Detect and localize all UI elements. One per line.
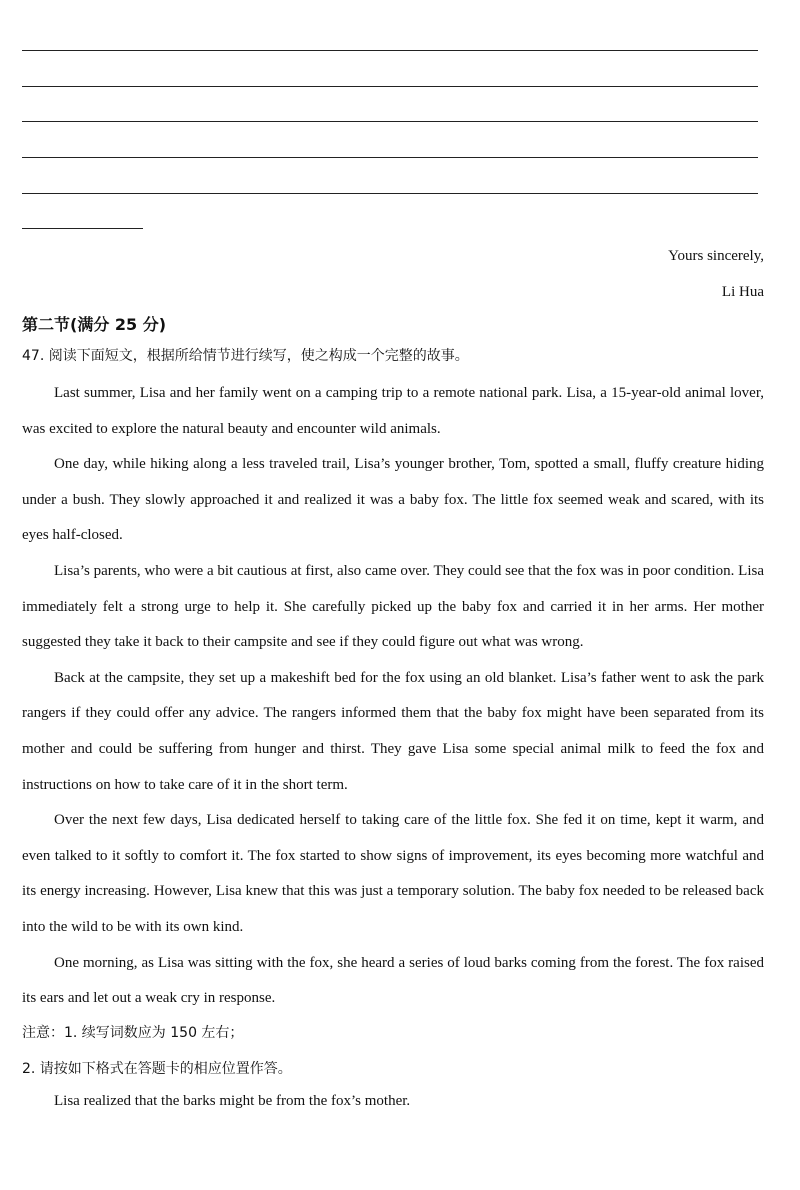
note-format: 2. 请按如下格式在答题卡的相应位置作答。: [22, 1061, 292, 1077]
story-paragraph-5: Over the next few days, Lisa dedicated herself to taking care of the little fox. She fed it on time, kept it warm, and even talked to it softly to comfort it. The fox started to show signs of improvement, its eyes becoming more watchful and its energy increasing. However, Lisa knew that this was just a temporary solution. The baby fox needed to be released back into the wild to be with its own kind.: [22, 812, 764, 935]
answer-line-3: [22, 121, 758, 122]
story-paragraph-6: One morning, as Lisa was sitting with the fox, she heard a series of loud barks coming from the forest. The fox raised its ears and let out a weak cry in response.: [22, 954, 764, 1007]
answer-line-2: [22, 86, 758, 87]
story-paragraph-1: Last summer, Lisa and her family went on a camping trip to a remote national park. Lisa, a 15-year-old animal lover, was excited to explore the natural beauty and encounter wild animals.: [22, 385, 764, 437]
note-word-count: 注意：1. 续写词数应为 150 左右；: [22, 1025, 244, 1041]
answer-line-5: [22, 193, 758, 194]
letter-closing: Yours sincerely,: [668, 248, 764, 264]
story-text: [22, 376, 764, 1017]
story-paragraph-2: One day, while hiking along a less traveled trail, Lisa’s younger brother, Tom, spotted a small, fluffy creature hiding under a bush. They slowly approached it and realized it was a baby fox. The little fox seemed weak and scared, with its eyes half-closed.: [22, 456, 764, 544]
continuation-starter: Lisa realized that the barks might be from the fox’s mother.: [54, 1093, 411, 1109]
letter-signature: Li Hua: [721, 284, 764, 300]
story-paragraph-4: Back at the campsite, they set up a makeshift bed for the fox using an old blanket. Lisa’s father went to ask the park rangers if they could offer any advice. The rangers informed them that the baby fox might have been separated from its mother and could be suffering from hunger and thirst. They gave Lisa some special animal milk to feed the fox and instructions on how to take care of it in the short term.: [22, 669, 764, 793]
answer-line-6: [22, 228, 143, 229]
story-paragraph-3: Lisa’s parents, who were a bit cautious at first, also came over. They could see that the fox was in poor condition. Lisa immediately felt a strong urge to help it. She carefully picked up the baby fox and carried it in her arms. Her mother suggested they take it back to their campsite and see if they could figure out what was wrong.: [22, 562, 764, 651]
answer-line-4: [22, 157, 758, 158]
answer-line-1: [22, 50, 758, 51]
section-title: 第二节(满分 25 分): [22, 315, 167, 334]
question-instruction: 47. 阅读下面短文，根据所给情节进行续写，使之构成一个完整的故事。: [22, 348, 469, 364]
